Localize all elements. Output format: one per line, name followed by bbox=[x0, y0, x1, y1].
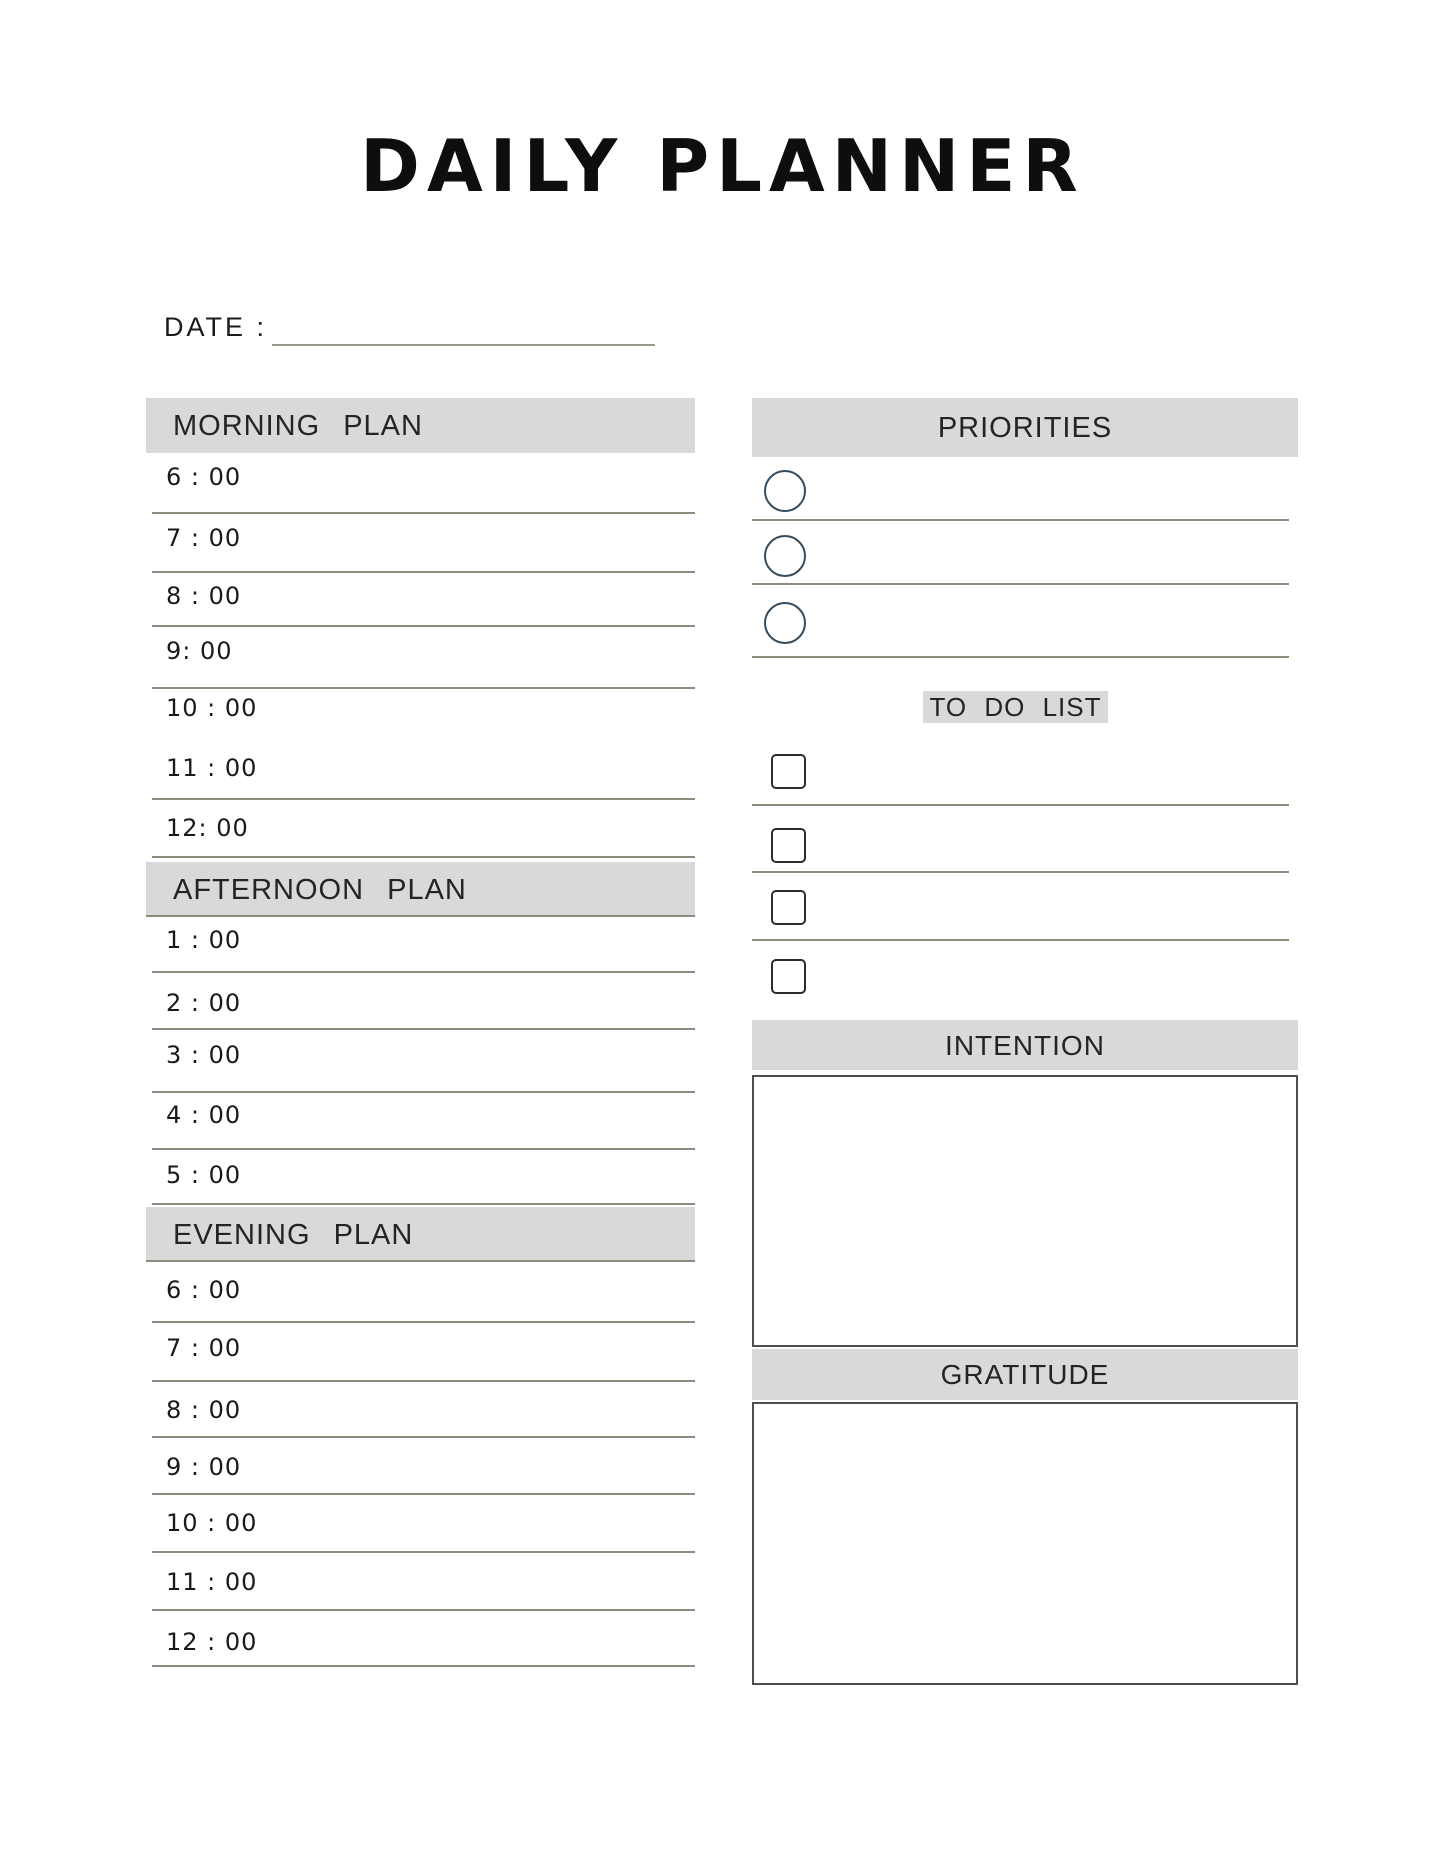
priorities-header: PRIORITIES bbox=[752, 398, 1298, 457]
time-slot-line[interactable] bbox=[152, 687, 695, 689]
time-slot-line[interactable] bbox=[152, 798, 695, 800]
todo-line[interactable] bbox=[752, 871, 1289, 873]
time-slot-label: 6 : 00 bbox=[166, 1276, 242, 1304]
intention-header: INTENTION bbox=[752, 1020, 1298, 1070]
time-slot-line[interactable] bbox=[152, 1493, 695, 1495]
time-slot-label: 10 : 00 bbox=[166, 1509, 258, 1537]
time-slot-line[interactable] bbox=[152, 571, 695, 573]
time-slot-line[interactable] bbox=[152, 1551, 695, 1553]
time-slot-line[interactable] bbox=[152, 1091, 695, 1093]
time-slot-line[interactable] bbox=[152, 1028, 695, 1030]
time-slot-label: 8 : 00 bbox=[166, 582, 242, 610]
time-slot-label: 6 : 00 bbox=[166, 463, 242, 491]
gratitude-box[interactable] bbox=[752, 1402, 1298, 1685]
time-slot-label: 12: 00 bbox=[166, 814, 249, 842]
priority-circle[interactable] bbox=[764, 602, 806, 644]
time-slot-label: 11 : 00 bbox=[166, 1568, 258, 1596]
time-slot-label: 1 : 00 bbox=[166, 926, 242, 954]
page-title: DAILY PLANNER bbox=[360, 124, 1085, 208]
todo-checkbox[interactable] bbox=[771, 754, 806, 789]
time-slot-line[interactable] bbox=[152, 971, 695, 973]
priority-line[interactable] bbox=[752, 656, 1289, 658]
priority-line[interactable] bbox=[752, 583, 1289, 585]
time-slot-line[interactable] bbox=[152, 1203, 695, 1205]
time-slot-line[interactable] bbox=[152, 1665, 695, 1667]
priority-circle[interactable] bbox=[764, 535, 806, 577]
todo-header: TO DO LIST bbox=[923, 691, 1108, 723]
time-slot-label: 2 : 00 bbox=[166, 989, 242, 1017]
time-slot-label: 8 : 00 bbox=[166, 1396, 242, 1424]
time-slot-line[interactable] bbox=[152, 625, 695, 627]
todo-checkbox[interactable] bbox=[771, 959, 806, 994]
time-slot-label: 7 : 00 bbox=[166, 524, 242, 552]
time-slot-line[interactable] bbox=[152, 512, 695, 514]
evening-plan-header: EVENING PLAN bbox=[146, 1207, 695, 1262]
time-slot-line[interactable] bbox=[152, 1380, 695, 1382]
time-slot-line[interactable] bbox=[152, 1436, 695, 1438]
todo-checkbox[interactable] bbox=[771, 890, 806, 925]
time-slot-line[interactable] bbox=[152, 1609, 695, 1611]
time-slot-label: 5 : 00 bbox=[166, 1161, 242, 1189]
time-slot-label: 4 : 00 bbox=[166, 1101, 242, 1129]
intention-box[interactable] bbox=[752, 1075, 1298, 1347]
gratitude-header: GRATITUDE bbox=[752, 1349, 1298, 1400]
date-input-line[interactable] bbox=[272, 344, 655, 346]
afternoon-plan-header: AFTERNOON PLAN bbox=[146, 862, 695, 917]
time-slot-label: 3 : 00 bbox=[166, 1041, 242, 1069]
morning-plan-header: MORNING PLAN bbox=[146, 398, 695, 453]
todo-checkbox[interactable] bbox=[771, 828, 806, 863]
time-slot-label: 7 : 00 bbox=[166, 1334, 242, 1362]
time-slot-label: 11 : 00 bbox=[166, 754, 258, 782]
time-slot-line[interactable] bbox=[152, 1321, 695, 1323]
time-slot-label: 12 : 00 bbox=[166, 1628, 258, 1656]
time-slot-line[interactable] bbox=[152, 1148, 695, 1150]
time-slot-line[interactable] bbox=[152, 856, 695, 858]
priority-circle[interactable] bbox=[764, 470, 806, 512]
todo-line[interactable] bbox=[752, 939, 1289, 941]
todo-line[interactable] bbox=[752, 804, 1289, 806]
time-slot-label: 9: 00 bbox=[166, 637, 233, 665]
date-label: DATE : bbox=[164, 312, 268, 342]
time-slot-label: 9 : 00 bbox=[166, 1453, 242, 1481]
time-slot-label: 10 : 00 bbox=[166, 694, 258, 722]
priority-line[interactable] bbox=[752, 519, 1289, 521]
